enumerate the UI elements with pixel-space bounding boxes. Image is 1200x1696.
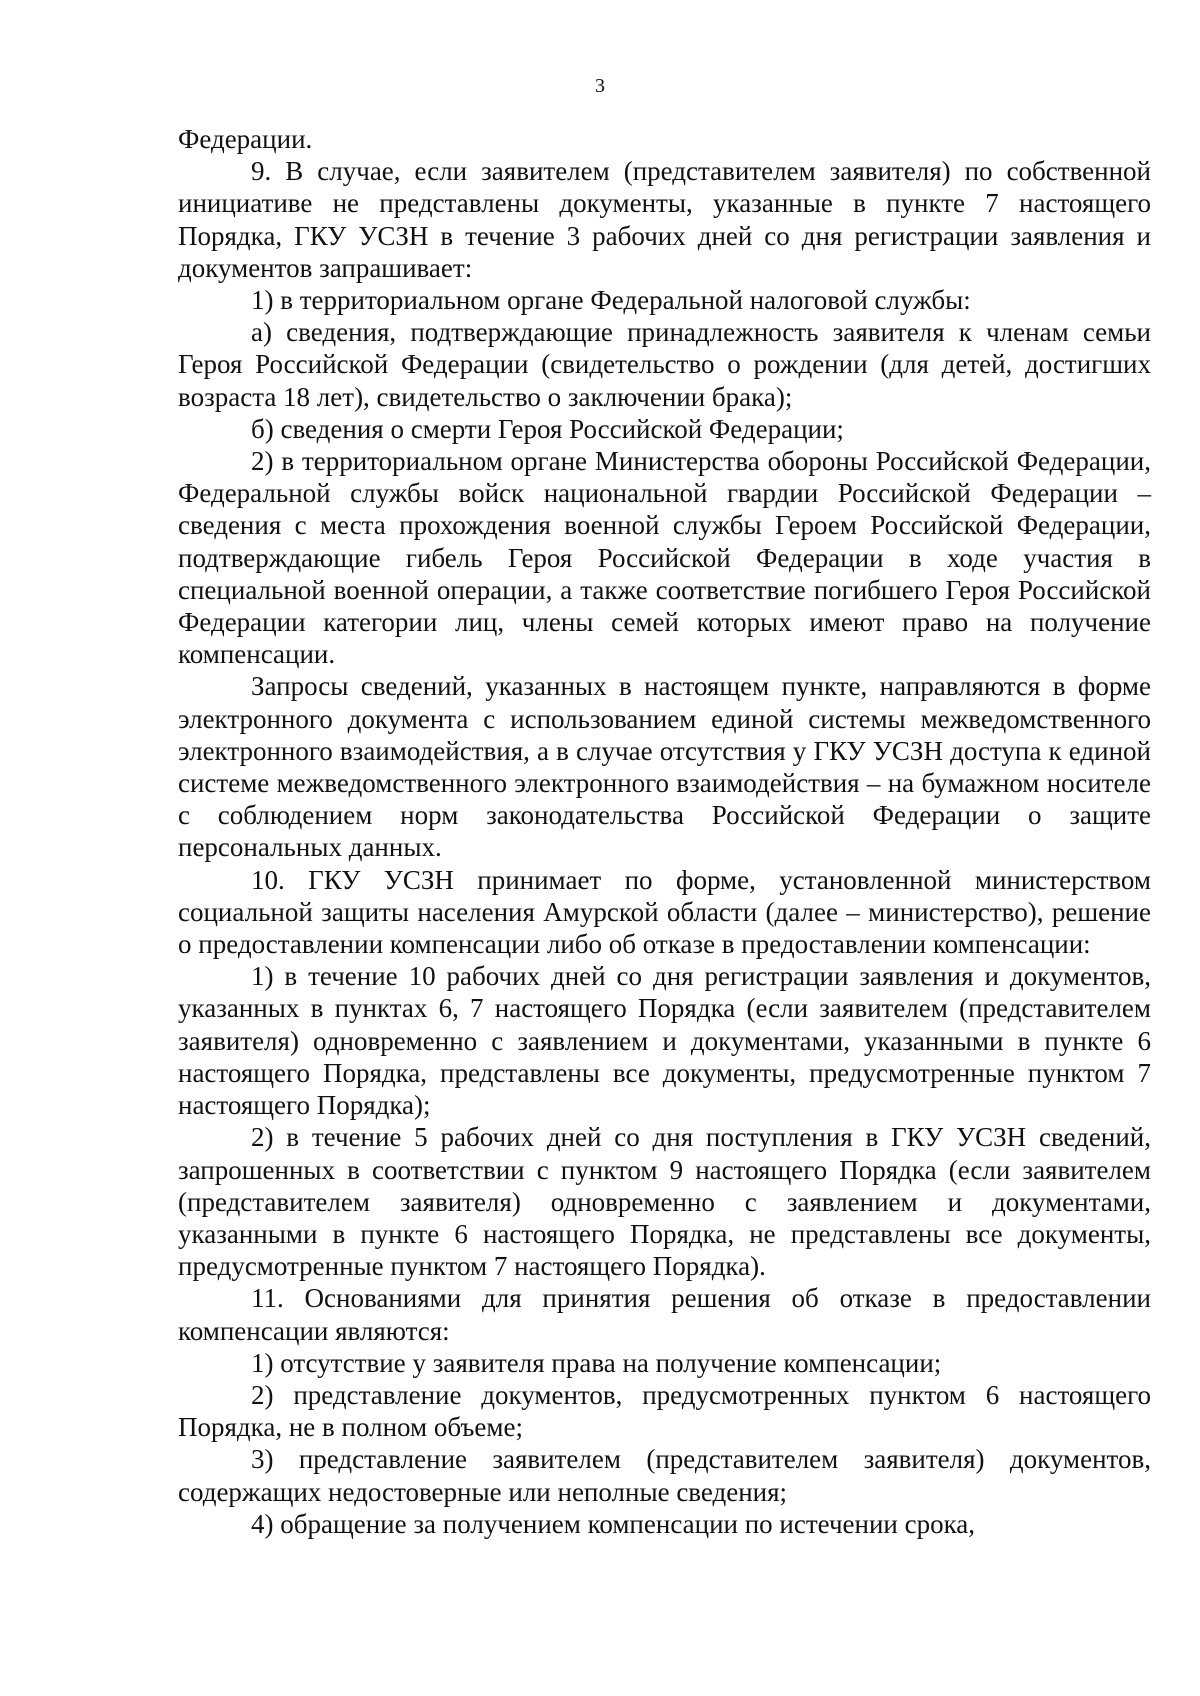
paragraph-item-10-1: 1) в течение 10 рабочих дней со дня регистрации заявления и документов, указанных в пунктах 6, 7 настоящего Порядка (если заявителем (представителем заявителя) одновременно с заявлением и документами, указанными в пункте 6 настоящего Порядка, представлены все документы, предусмотренные пунктом 7 настоящего Порядка);: [178, 961, 1151, 1121]
paragraph-item-9-2: 2) в территориальном органе Министерства обороны Российской Федерации, Федеральной службы войск национальной гвардии Российской Федерации – сведения с места прохождения военной службы Героем Российской Федерации, подтверждающие гибель Героя Российской Федерации в ходе участия в специальной военной операции, а также соответствие погибшего Героя Российской Федерации категории лиц, члены семей которых имеют право на получение компенсации.: [178, 446, 1151, 670]
paragraph-item-11-1: 1) отсутствие у заявителя права на получение компенсации;: [251, 1347, 942, 1378]
paragraph-item-9: 9. В случае, если заявителем (представителем заявителя) по собственной инициативе не представлены документы, указанные в пункте 7 настоящего Порядка, ГКУ УСЗН в течение 3 рабочих дней со дня регистрации заявления и документов запрашивает:: [178, 156, 1151, 283]
page-number: 3: [595, 75, 605, 97]
paragraph-item-10-2: 2) в течение 5 рабочих дней со дня поступления в ГКУ УСЗН сведений, запрошенных в соответствии с пунктом 9 настоящего Порядка (если заявителем (представителем заявителя) одновременно с заявлением и документами, указанными в пункте 6 настоящего Порядка, не представлены все документы, предусмотренные пунктом 7 настоящего Порядка).: [178, 1122, 1151, 1282]
document-body: [178, 123, 1151, 1540]
paragraph-item-11-3: 3) представление заявителем (представителем заявителя) документов, содержащих недостоверные или неполные сведения;: [178, 1444, 1151, 1507]
paragraph-item-9-1: 1) в территориальном органе Федеральной налоговой службы:: [251, 285, 971, 316]
paragraph-item-11-4: 4) обращение за получением компенсации по истечении срока,: [251, 1508, 976, 1539]
paragraph-item-9-1-b: б) сведения о смерти Героя Российской Федерации;: [251, 413, 844, 444]
paragraph-continuation: Федерации.: [178, 124, 313, 154]
paragraph-item-11-2: 2) представление документов, предусмотренных пунктом 6 настоящего Порядка, не в полном объеме;: [178, 1379, 1151, 1443]
paragraph-requests: Запросы сведений, указанных в настоящем пункте, направляются в форме электронного документа с использованием единой системы межведомственного электронного взаимодействия, а в случае отсутствия у ГКУ УСЗН доступа к единой системе межведомственного электронного взаимодействия – на бумажном носителе с соблюдением норм законодательства Российской Федерации о защите персональных данных.: [178, 671, 1151, 863]
paragraph-item-10: 10. ГКУ УСЗН принимает по форме, установленной министерством социальной защиты населения Амурской области (далее – министерство), решение о предоставлении компенсации либо об отказе в предоставлении компенсации:: [178, 864, 1151, 960]
paragraph-item-9-1-a: а) сведения, подтверждающие принадлежность заявителя к членам семьи Героя Российской Федерации (свидетельство о рождении (для детей, достигших возраста 18 лет), свидетельство о заключении брака);: [178, 317, 1151, 412]
paragraph-item-11: 11. Основаниями для принятия решения об отказе в предоставлении компенсации являются:: [178, 1283, 1151, 1346]
